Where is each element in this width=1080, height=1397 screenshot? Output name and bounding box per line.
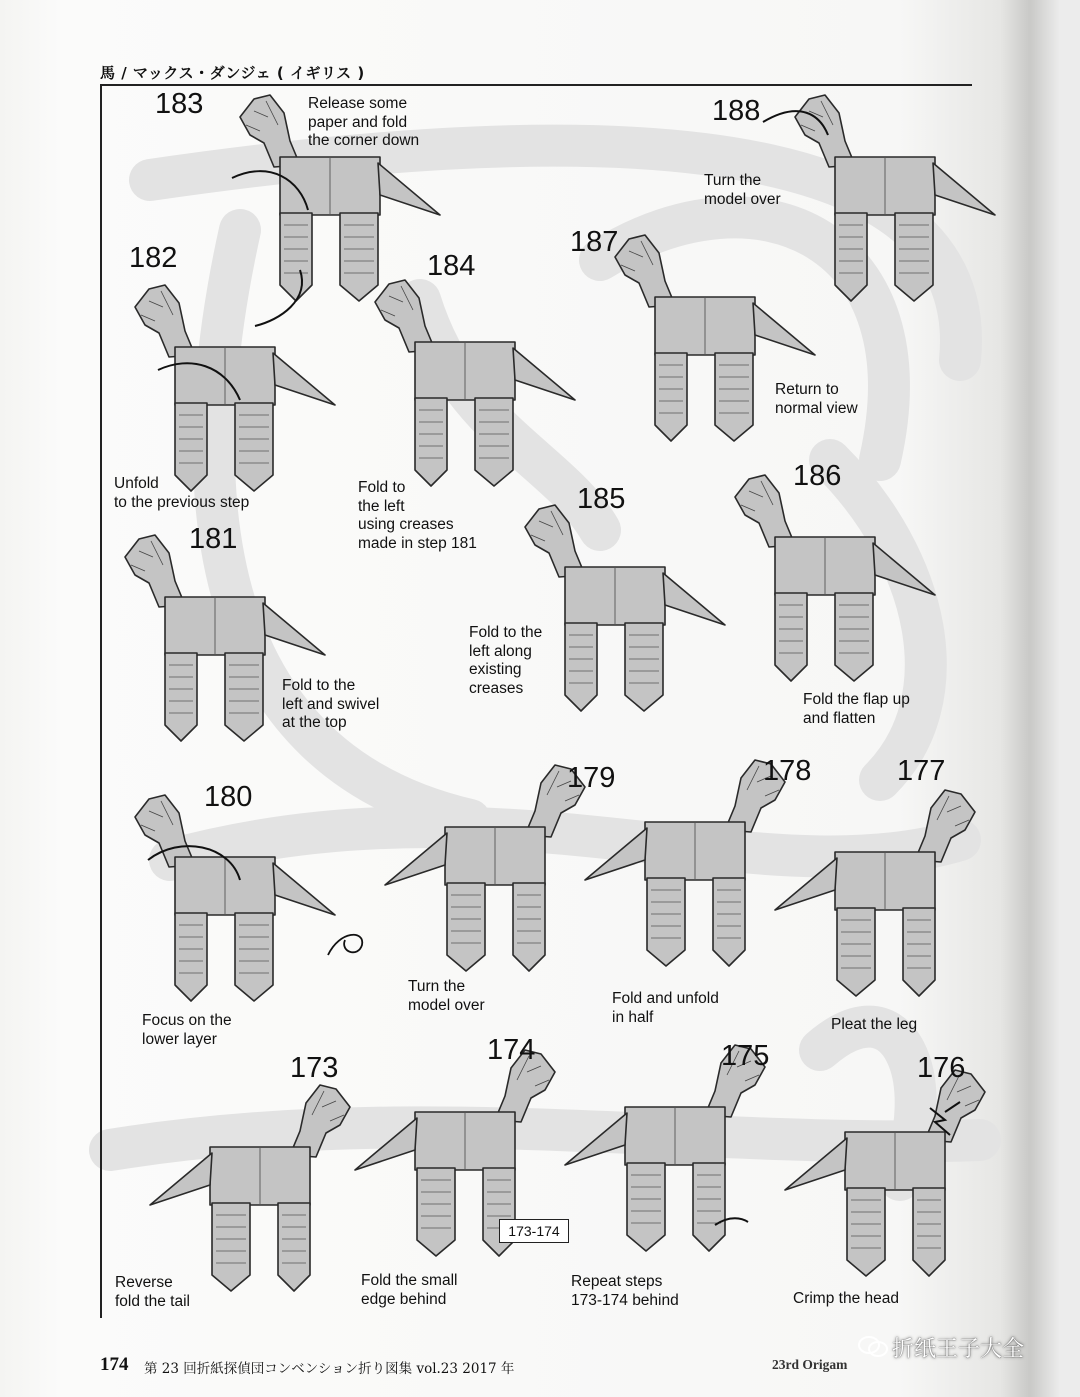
horse-back-leg [417,1168,455,1256]
caption-184: Fold to the left using creases made in step 181 [358,479,477,552]
horse-tail [933,163,995,215]
horse-step-188 [795,95,995,301]
chat-bubble-icon [858,1336,888,1358]
horse-tail [263,603,325,655]
watermark [858,1330,1024,1364]
horse-tail [785,1138,847,1190]
horse-tail [585,828,647,880]
horse-back-leg [475,398,513,486]
page-number: 174 [100,1354,129,1375]
caption-173: Reverse fold the tail [115,1274,190,1310]
horse-tail [273,863,335,915]
caption-183: Release some paper and fold the corner down [308,95,420,149]
horse-head [240,95,300,167]
horse-back-leg [835,593,873,681]
horse-back-leg [627,1163,665,1251]
step-number-180: 180 [204,781,253,813]
page-header: 馬 / マックス・ダンジェ ( イギリス ) [100,64,365,82]
horse-front-leg [655,353,687,441]
caption-178: Fold and unfold in half [612,990,719,1026]
step-number-173: 173 [290,1052,339,1084]
step-number-175: 175 [721,1040,770,1072]
repeat-steps-box: 173-174 [499,1219,569,1243]
step-number-185: 185 [577,483,626,515]
horse-step-176 [785,1070,985,1276]
horse-back-leg [895,213,933,301]
caption-188: Turn the model over [704,172,781,208]
horse-step-184 [375,280,575,486]
horse-front-leg [835,213,867,301]
step-number-188: 188 [712,95,761,127]
caption-187: Return to normal view [775,381,858,417]
step-number-178: 178 [763,755,812,787]
horse-step-186 [735,475,935,681]
horse-tail [273,353,335,405]
horse-tail [775,858,837,910]
horse-tail [355,1118,417,1170]
caption-180: Focus on the lower layer [142,1012,232,1048]
horse-step-177 [775,790,975,996]
horse-step-180 [135,795,335,1001]
turn-over-symbol [328,935,362,955]
step-number-184: 184 [427,250,476,282]
step-number-176: 176 [917,1052,966,1084]
caption-179: Turn the model over [408,978,485,1014]
step-number-186: 186 [793,460,842,492]
horse-step-175 [565,1045,765,1251]
horse-tail [753,303,815,355]
step-number-177: 177 [897,755,946,787]
horse-tail [513,348,575,400]
horse-front-leg [565,623,597,711]
horse-back-leg [340,213,378,301]
horse-back-leg [447,883,485,971]
horse-step-179 [385,765,585,971]
step-number-174: 174 [487,1034,536,1066]
horse-front-leg [903,908,935,996]
horse-back-leg [235,913,273,1001]
horse-tail [378,163,440,215]
caption-185: Fold to the left along existing creases [469,624,543,697]
caption-176: Crimp the head [793,1290,899,1307]
horse-tail [663,573,725,625]
horse-front-leg [278,1203,310,1291]
caption-186: Fold the flap up and flatten [803,691,910,727]
horse-tail [150,1153,212,1205]
horse-back-leg [212,1203,250,1291]
step-number-183: 183 [155,88,204,120]
horse-back-leg [647,878,685,966]
horse-head [290,1085,350,1157]
horse-tail [385,833,447,885]
caption-177: Pleat the leg [831,1016,918,1033]
watermark-text: 折纸王子大全 [892,1336,1025,1362]
horse-front-leg [775,593,807,681]
horse-tail [565,1113,627,1165]
horse-step-182 [135,285,335,491]
horse-head [795,95,855,167]
horse-front-leg [175,913,207,1001]
caption-174: Fold the small edge behind [361,1272,458,1308]
horse-back-leg [225,653,263,741]
horse-front-leg [513,883,545,971]
horse-step-173 [150,1085,350,1291]
horse-back-leg [847,1188,885,1276]
horse-back-leg [625,623,663,711]
horse-tail [873,543,935,595]
horse-step-185 [525,505,725,711]
horse-front-leg [913,1188,945,1276]
step-number-187: 187 [570,226,619,258]
horse-front-leg [165,653,197,741]
footer-english-title: 23rd Origam [772,1357,848,1372]
horse-front-leg [280,213,312,301]
caption-181: Fold to the left and swivel at the top [282,677,380,731]
horse-back-leg [837,908,875,996]
step-number-181: 181 [189,523,238,555]
caption-175: Repeat steps 173-174 behind [571,1273,679,1309]
footer-title: 第 23 回折紙探偵団コンベンション折り図集 vol.23 2017 年 [144,1361,515,1377]
caption-182: Unfold to the previous step [114,475,250,511]
horse-front-leg [713,878,745,966]
horse-front-leg [415,398,447,486]
step-number-179: 179 [567,762,616,794]
step-number-182: 182 [129,242,178,274]
horse-back-leg [715,353,753,441]
horse-front-leg [693,1163,725,1251]
